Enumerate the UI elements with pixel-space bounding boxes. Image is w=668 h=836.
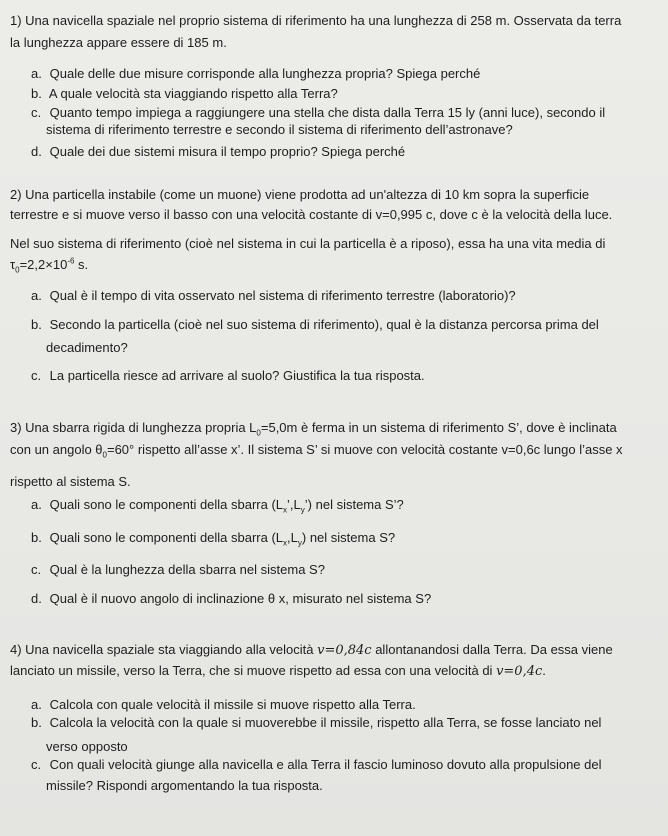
problem-2-line-2: terrestre e si muove verso il basso con una velocità costante di v=0,995 c, dove c è la velocità della luce.: [10, 207, 613, 222]
problem-2-tau: $\tau_0=2,2\times 10^{-6}$ s.: [10, 256, 89, 275]
problem-4-item-b: b. Calcola la velocità con la quale si muoverebbe il missile, rispetto alla Terra, se fosse lanciato nel: [31, 715, 602, 730]
problem-3-item-a: a. Quali sono le componenti della sbarra $(L_x’,L_y’)$ nel sistema S’?: [31, 497, 404, 515]
problem-2-line-1: 2) Una particella instabile (come un muone) viene prodotta ad un'altezza di 10 km sopra la superficie: [10, 187, 590, 202]
problem-3-item-b: b. Quali sono le componenti della sbarra $(L_x,L_y)$ nel sistema S?: [31, 530, 396, 548]
problem-4-item-b-cont: verso opposto: [46, 739, 128, 754]
problem-1-item-c: c. Quanto tempo impiega a raggiungere una stella che dista dalla Terra 15 ly (anni luce), secondo il: [31, 105, 606, 120]
problem-1-line-2: la lunghezza appare essere di 185 m.: [10, 35, 227, 50]
problem-1-line-1: 1) Una navicella spaziale nel proprio sistema di riferimento ha una lunghezza di 258 m. Osservata da terra: [10, 13, 622, 28]
problem-2-item-a: a. Qual è il tempo di vita osservato nel sistema di riferimento terrestre (laboratorio)?: [31, 288, 516, 303]
problem-1-item-d: d. Quale dei due sistemi misura il tempo proprio? Spiega perché: [31, 144, 406, 159]
problem-2-item-b: b. Secondo la particella (cioè nel suo sistema di riferimento), qual è la distanza percorsa prima del: [31, 317, 599, 332]
problem-3-line-2: con un angolo $\theta_0=60^\circ$ rispetto all’asse x’. Il sistema S’ si muove con velocità costante v=0,6c lungo l’asse x: [10, 442, 623, 460]
problem-4-line-2: lanciato un missile, verso la Terra, che si muove rispetto ad essa con una velocità di v=0,4c.: [10, 663, 546, 679]
problem-1-item-b: b. A quale velocità sta viaggiando rispetto alla Terra?: [31, 86, 338, 101]
problem-2-line-3: Nel suo sistema di riferimento (cioè nel sistema in cui la particella è a riposo), essa ha una vita media di: [10, 236, 606, 251]
problem-2-item-c: c. La particella riesce ad arrivare al suolo? Giustifica la tua risposta.: [31, 368, 425, 383]
problem-1-item-c-cont: sistema di riferimento terrestre e secondo il sistema di riferimento dell’astronave?: [46, 122, 513, 137]
problem-1-item-a: a. Quale delle due misure corrisponde alla lunghezza propria? Spiega perché: [31, 66, 481, 81]
problem-4-item-c: c. Con quali velocità giunge alla navicella e alla Terra il fascio luminoso dovuto alla propulsione del: [31, 757, 602, 772]
problem-3-item-c: c. Qual è la lunghezza della sbarra nel sistema S?: [31, 562, 325, 577]
problem-2-item-b-cont: decadimento?: [46, 340, 128, 355]
problem-4-item-a: a. Calcola con quale velocità il missile si muove rispetto alla Terra.: [31, 697, 416, 712]
problem-3-item-d: d. Qual è il nuovo angolo di inclinazione θ x, misurato nel sistema S?: [31, 591, 432, 606]
problem-3-line-3: rispetto al sistema S.: [10, 474, 131, 489]
problem-4-line-1: 4) Una navicella spaziale sta viaggiando alla velocità v=0,84c allontanandosi dalla Terra. Da essa viene: [10, 642, 613, 658]
problem-4-item-c-cont: missile? Rispondi argomentando la tua risposta.: [46, 778, 323, 793]
problem-3-line-1: 3) Una sbarra rigida di lunghezza propria $L_0=5,0m$ è ferma in un sistema di riferimento S’, dove è inclinata: [10, 420, 617, 438]
